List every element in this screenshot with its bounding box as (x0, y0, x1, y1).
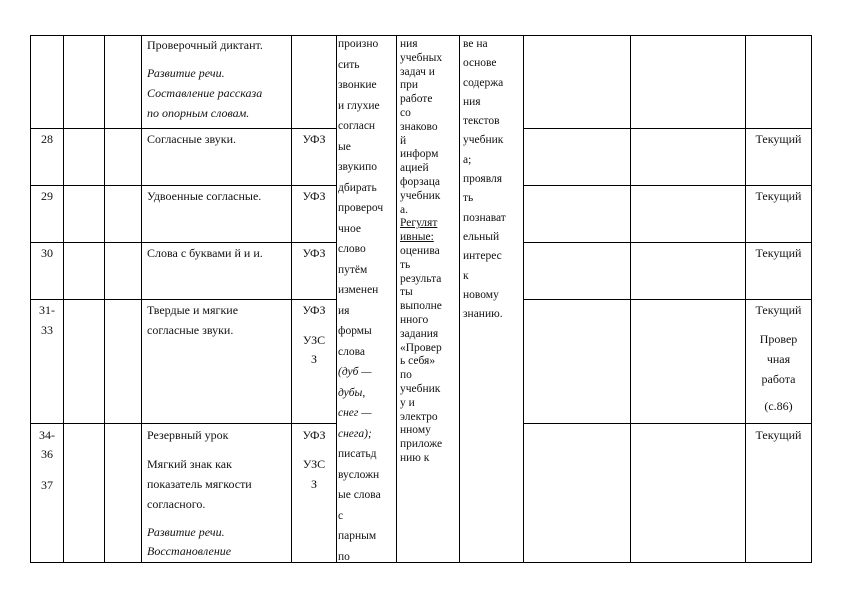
lesson-type: УЗС (302, 457, 326, 471)
lesson-type: УФЗ (302, 428, 326, 442)
text-line: у и (400, 396, 415, 409)
text-line: парным (338, 530, 377, 542)
lesson-number: 33 (41, 323, 53, 337)
lesson-number: 31- (39, 303, 55, 317)
column-divider (811, 35, 812, 563)
topic-cell: Твердые и мягкие (147, 303, 239, 317)
control-type: Текущий (755, 189, 802, 203)
column-divider (459, 35, 460, 563)
text-line: интерес (463, 250, 502, 263)
row-divider (523, 185, 812, 186)
text-line: содержа (463, 76, 504, 89)
column-divider (63, 35, 64, 563)
topic-cell: Развитие речи. (147, 66, 225, 80)
text-line: «Провер (400, 341, 442, 354)
column-divider (630, 35, 631, 563)
text-line: (дуб — (338, 366, 372, 378)
text-line: информ (400, 148, 439, 161)
text-line: й (400, 134, 407, 147)
text-line: ия (338, 304, 350, 317)
text-line: ть (400, 258, 411, 271)
row-divider (523, 242, 812, 243)
text-line: нию к (400, 451, 430, 464)
lesson-type: УФЗ (302, 189, 326, 203)
text-line: Регулят (400, 217, 438, 230)
control-type: чная (766, 352, 791, 366)
text-line: учебных (400, 51, 443, 64)
text-line: электро (400, 410, 438, 423)
lesson-type: УФЗ (302, 303, 326, 317)
text-line: согласн (338, 120, 376, 132)
text-line: дубы, (338, 386, 366, 399)
lesson-type: УЗС (302, 333, 326, 347)
column-divider (336, 35, 337, 563)
text-line: учебник (400, 189, 441, 202)
text-line: изменен (338, 284, 379, 296)
text-line: ть (463, 192, 474, 205)
text-line: учебник (463, 134, 504, 147)
lesson-number: 29 (41, 189, 53, 203)
text-line: при (400, 79, 419, 92)
text-line: сить (338, 58, 360, 71)
topic-cell: согласного. (147, 497, 206, 511)
text-line: а; (463, 153, 472, 166)
skills-column-meta (400, 38, 458, 466)
lesson-number: 34- (39, 428, 55, 442)
topic-cell: по опорным словам. (147, 106, 250, 120)
column-divider (523, 35, 524, 563)
text-line: слова (338, 345, 365, 358)
control-type: Текущий (755, 246, 802, 260)
topic-cell: Резервный урок (147, 428, 229, 442)
column-divider (104, 35, 105, 563)
text-line: ния (400, 38, 418, 50)
text-line: нному (400, 424, 431, 437)
text-line: познават (463, 211, 506, 224)
row-divider (523, 423, 812, 424)
text-line: звукипо (338, 161, 377, 173)
text-line: произно (338, 38, 379, 50)
lesson-number: 30 (41, 246, 53, 260)
lesson-number: 28 (41, 132, 53, 146)
text-line: слово (338, 243, 366, 255)
text-line: а. (400, 203, 408, 216)
column-divider (396, 35, 397, 563)
text-line: оценива (400, 244, 440, 257)
text-line: ельный (463, 230, 500, 243)
text-line: провероч (338, 202, 384, 214)
text-line: дбирать (338, 181, 377, 194)
text-line: к (463, 269, 469, 282)
text-line: ь себя» (400, 355, 436, 368)
text-line: с (338, 509, 344, 522)
text-line: ые (338, 140, 351, 153)
text-line: текстов (463, 115, 500, 128)
text-line: ые слова (338, 489, 381, 501)
lesson-number: 37 (41, 478, 53, 492)
text-line: проявля (463, 173, 503, 186)
text-line: со (400, 106, 411, 119)
topic-cell: Мягкий знак как (147, 457, 232, 471)
text-line: путём (338, 263, 368, 276)
text-line: писатьд (338, 448, 377, 460)
text-line: ве на (463, 38, 488, 50)
text-line: ты (400, 286, 413, 299)
text-line: снега); (338, 427, 372, 440)
text-line: нного (400, 313, 429, 326)
text-line: учебник (400, 382, 441, 395)
topic-cell: показатель мягкости (147, 477, 252, 491)
skills-column-subject (338, 38, 394, 571)
table-bottom-border (30, 562, 812, 563)
table-top-border (30, 35, 812, 36)
topic-cell: согласные звуки. (147, 323, 234, 337)
topic-cell: Слова с буквами й и и. (147, 246, 263, 260)
text-line: выполне (400, 300, 442, 313)
topic-cell: Согласные звуки. (147, 132, 237, 146)
text-line: по (338, 550, 350, 563)
text-line: ивные: (400, 231, 434, 244)
skills-column-personal (463, 38, 523, 327)
control-type: работа (761, 372, 796, 386)
text-line: результа (400, 272, 442, 285)
text-line: и глухие (338, 99, 380, 112)
lesson-type: З (310, 477, 317, 491)
text-line: новому (463, 288, 499, 301)
row-divider (523, 128, 812, 129)
text-line: ацией (400, 162, 429, 175)
topic-cell: Составление рассказа (147, 86, 263, 100)
topic-cell: Удвоенные согласные. (147, 189, 262, 203)
text-line: основе (463, 57, 497, 70)
control-type: Текущий (755, 132, 802, 146)
lesson-type: УФЗ (302, 246, 326, 260)
text-line: форзаца (400, 175, 440, 188)
lesson-number: 36 (41, 447, 53, 461)
text-line: звонкие (338, 79, 377, 91)
lesson-type: УФЗ (302, 132, 326, 146)
topic-cell: Развитие речи. (147, 525, 225, 539)
row-divider (523, 299, 812, 300)
control-type: Текущий (755, 428, 802, 442)
text-line: работе (400, 93, 433, 106)
control-type: (с.86) (764, 399, 793, 413)
text-line: вусложн (338, 468, 380, 481)
topic-cell: Проверочный диктант. (147, 38, 263, 52)
control-type: Текущий (755, 303, 802, 317)
column-divider (745, 35, 746, 563)
text-line: задач и (400, 65, 435, 78)
lesson-type: З (310, 352, 317, 366)
text-line: формы (338, 325, 372, 337)
text-line: по (400, 369, 412, 382)
text-line: знаково (400, 120, 438, 133)
column-divider (141, 35, 142, 563)
control-type: Провер (759, 332, 798, 346)
text-line: снег — (338, 407, 372, 419)
text-line: задания (400, 327, 439, 340)
text-line: знанию. (463, 308, 503, 321)
text-line: чное (338, 222, 361, 235)
text-line: ния (463, 95, 481, 108)
text-line: приложе (400, 438, 443, 451)
topic-cell: Восстановление (147, 544, 232, 558)
